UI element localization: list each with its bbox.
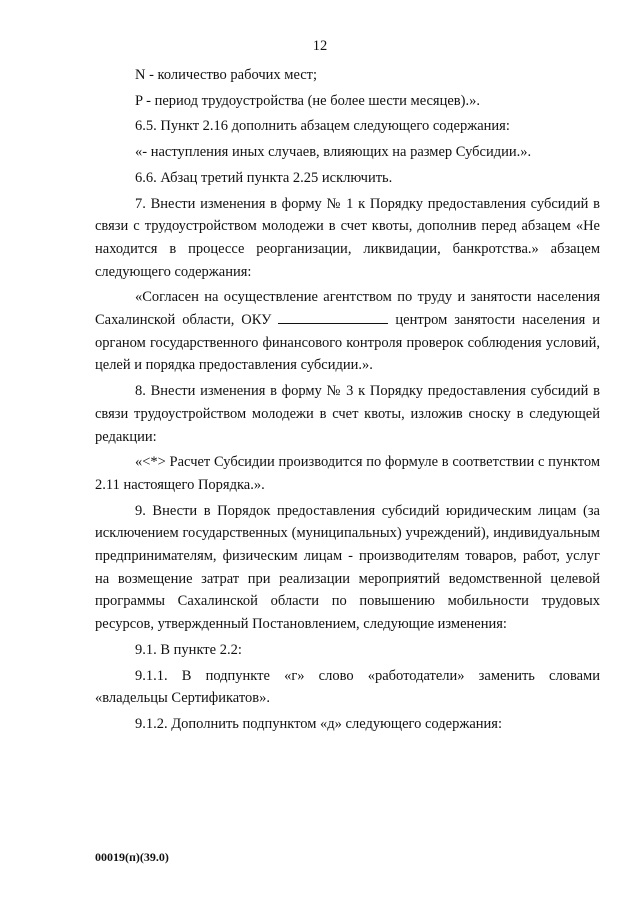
paragraph: P - период трудоустройства (не более шести месяцев).». — [135, 92, 480, 109]
paragraph: 6.5. Пункт 2.16 дополнить абзацем следующего содержания: — [135, 118, 510, 135]
paragraph: «- наступления иных случаев, влияющих на размер Субсидии.». — [135, 144, 532, 161]
blank-field-line — [278, 311, 388, 324]
paragraph-text-before: «Согласен на осуществление агентством по труду и занятости населения Сахалинской области, ОКУ — [95, 289, 600, 329]
paragraph: 9. Внести в Порядок предоставления субсидий юридическим лицам (за исключением государственных (муниципальных) учреждений), индивидуальным предпринимателям, физическим лицам - производителям товаров, работ, услуг на возмещение затрат при реализации мероприятий ведомственной целевой программы Сахалинской области по повышению мобильности трудовых ресурсов, утвержденный Постановлением, следующие изменения: — [95, 502, 600, 633]
page-number: 12 — [312, 38, 328, 54]
paragraph: 9.1. В пункте 2.2: — [135, 641, 242, 658]
paragraph-with-blank — [95, 286, 600, 377]
paragraph: 9.1.2. Дополнить подпунктом «д» следующего содержания: — [135, 715, 502, 732]
paragraph: «<*> Расчет Субсидии производится по формуле в соответствии с пунктом 2.11 настоящего Порядка.». — [95, 454, 600, 493]
document-body — [95, 64, 600, 736]
footer-document-code: 00019(п)(39.0) — [95, 850, 169, 864]
paragraph: 7. Внести изменения в форму № 1 к Порядку предоставления субсидий в связи с трудоустройством молодежи в счет квоты, дополнив перед абзацем «Не находится в процессе реорганизации, ликвидации, банкротства.» абзацем следующего содержания: — [95, 195, 600, 280]
paragraph: 6.6. Абзац третий пункта 2.25 исключить. — [135, 169, 393, 186]
paragraph: N - количество рабочих мест; — [135, 67, 318, 83]
paragraph: 8. Внести изменения в форму № 3 к Порядку предоставления субсидий в связи трудоустройством молодежи в счет квоты, изложив сноску в следующей редакции: — [95, 383, 600, 445]
paragraph: 9.1.1. В подпункте «г» слово «работодатели» заменить словами «владельцы Сертификатов». — [95, 667, 600, 707]
paragraph-text-after: центром занятости населения и органом государственного финансового контроля проверок соблюдения условий, целей и порядка предоставления субсидии.». — [95, 312, 600, 374]
